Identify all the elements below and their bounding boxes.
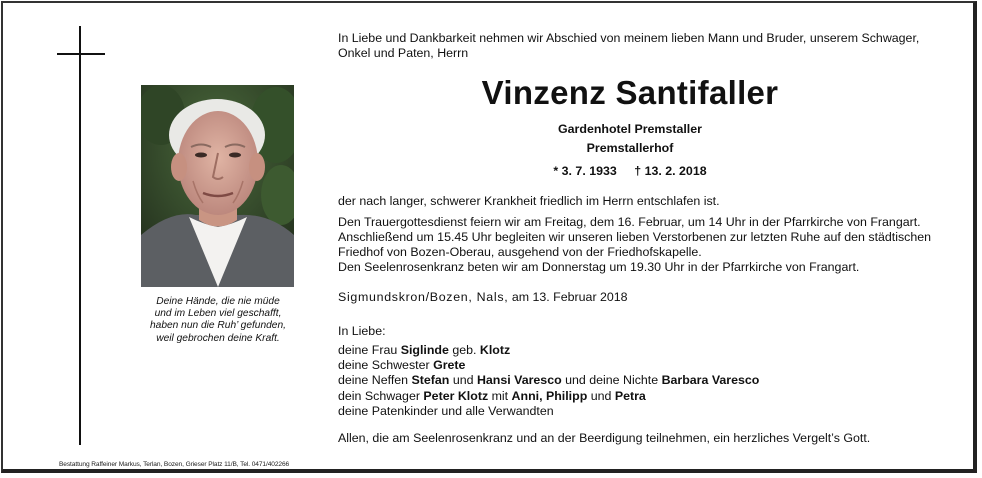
- poem-line: haben nun die Ruh’ gefunden,: [150, 320, 286, 332]
- relative-line: [338, 373, 759, 388]
- life-dates: [338, 162, 922, 181]
- passing-text: der nach langer, schwerer Krankheit friedlich im Herrn entschlafen ist.: [338, 194, 720, 208]
- funeral-home-footer: Bestattung Raffeiner Markus, Terlan, Bozen, Grieser Platz 11/B, Tel. 0471/402266: [59, 461, 290, 468]
- relative-line: [338, 358, 759, 373]
- relative-line: [338, 389, 759, 404]
- relative-line: [338, 343, 759, 358]
- relative-text: deine Frau: [338, 343, 401, 357]
- service-line: Anschließend um 15.45 Uhr begleiten wir unseren lieben Verstorbenen zur letzten Ruhe auf den städtischen: [338, 230, 932, 245]
- intro-text: [338, 31, 919, 61]
- relative-name: Anni, Philipp: [511, 388, 588, 403]
- dagger-icon: †: [634, 164, 642, 178]
- deceased-name: Vinzenz Santifaller: [481, 74, 779, 111]
- in-love-heading: In Liebe:: [338, 324, 386, 338]
- place: Sigmundskron/Bozen, Nals,: [338, 290, 509, 304]
- relative-name: Stefan: [411, 373, 450, 388]
- poem-line: weil gebrochen deine Kraft.: [156, 332, 280, 344]
- rosary-text: Den Seelenrosenkranz beten wir am Donnerstag um 19.30 Uhr in der Pfarrkirche von Frangart.: [338, 260, 860, 274]
- service-text: [338, 215, 931, 261]
- affiliation: [338, 120, 922, 158]
- relative-text: dein Schwager: [338, 388, 424, 403]
- service-line: Friedhof von Bozen-Oberau, ausgehend von der Friedhofskapelle.: [338, 245, 702, 260]
- relative-text: mit: [488, 388, 512, 403]
- relative-name: Barbara Varesco: [661, 373, 760, 388]
- relative-line: [338, 404, 759, 419]
- relative-text: und deine Nichte: [561, 373, 662, 388]
- relative-text: deine Patenkinder und alle Verwandten: [338, 403, 554, 418]
- poem-line: Deine Hände, die nie müde: [156, 296, 280, 307]
- relative-text: deine Schwester: [338, 358, 434, 373]
- poem: [120, 296, 316, 345]
- relative-name: Grete: [433, 358, 466, 373]
- date: am 13. Februar 2018: [511, 290, 628, 304]
- cross-icon-horizontal: [57, 53, 105, 55]
- relative-name: Hansi Varesco: [476, 373, 562, 388]
- affiliation-line: Gardenhotel Premstaller: [558, 122, 702, 136]
- relative-text: und: [449, 373, 477, 388]
- affiliation-line: Premstallerhof: [586, 141, 674, 155]
- relative-name: Siglinde: [400, 343, 449, 357]
- relative-text: geb.: [448, 343, 480, 357]
- service-line: Den Trauergottesdienst feiern wir am Freitag, dem 16. Februar, um 14 Uhr in der Pfarrkirche von Frangart.: [338, 215, 921, 229]
- place-date: [338, 290, 628, 305]
- cross-icon-vertical: [79, 26, 81, 445]
- death-date: 13. 2. 2018: [644, 164, 707, 178]
- relative-name: Peter Klotz: [423, 388, 489, 403]
- relative-name: Klotz: [479, 343, 511, 357]
- portrait-photo: [141, 85, 294, 287]
- thanks-text: Allen, die am Seelenrosenkranz und an der Beerdigung teilnehmen, ein herzliches Vergelt’s Gott.: [338, 431, 871, 445]
- intro-line: Onkel und Paten, Herrn: [338, 46, 469, 61]
- relatives-list: [338, 343, 759, 419]
- relative-text: und: [587, 388, 615, 403]
- poem-line: und im Leben viel geschafft,: [154, 308, 282, 320]
- birth-date: * 3. 7. 1933: [553, 164, 617, 178]
- intro-line: In Liebe und Dankbarkeit nehmen wir Abschied von meinem lieben Mann und Bruder, unserem Schwager,: [338, 31, 920, 45]
- relative-text: deine Neffen: [338, 373, 412, 388]
- relative-name: Petra: [614, 388, 646, 403]
